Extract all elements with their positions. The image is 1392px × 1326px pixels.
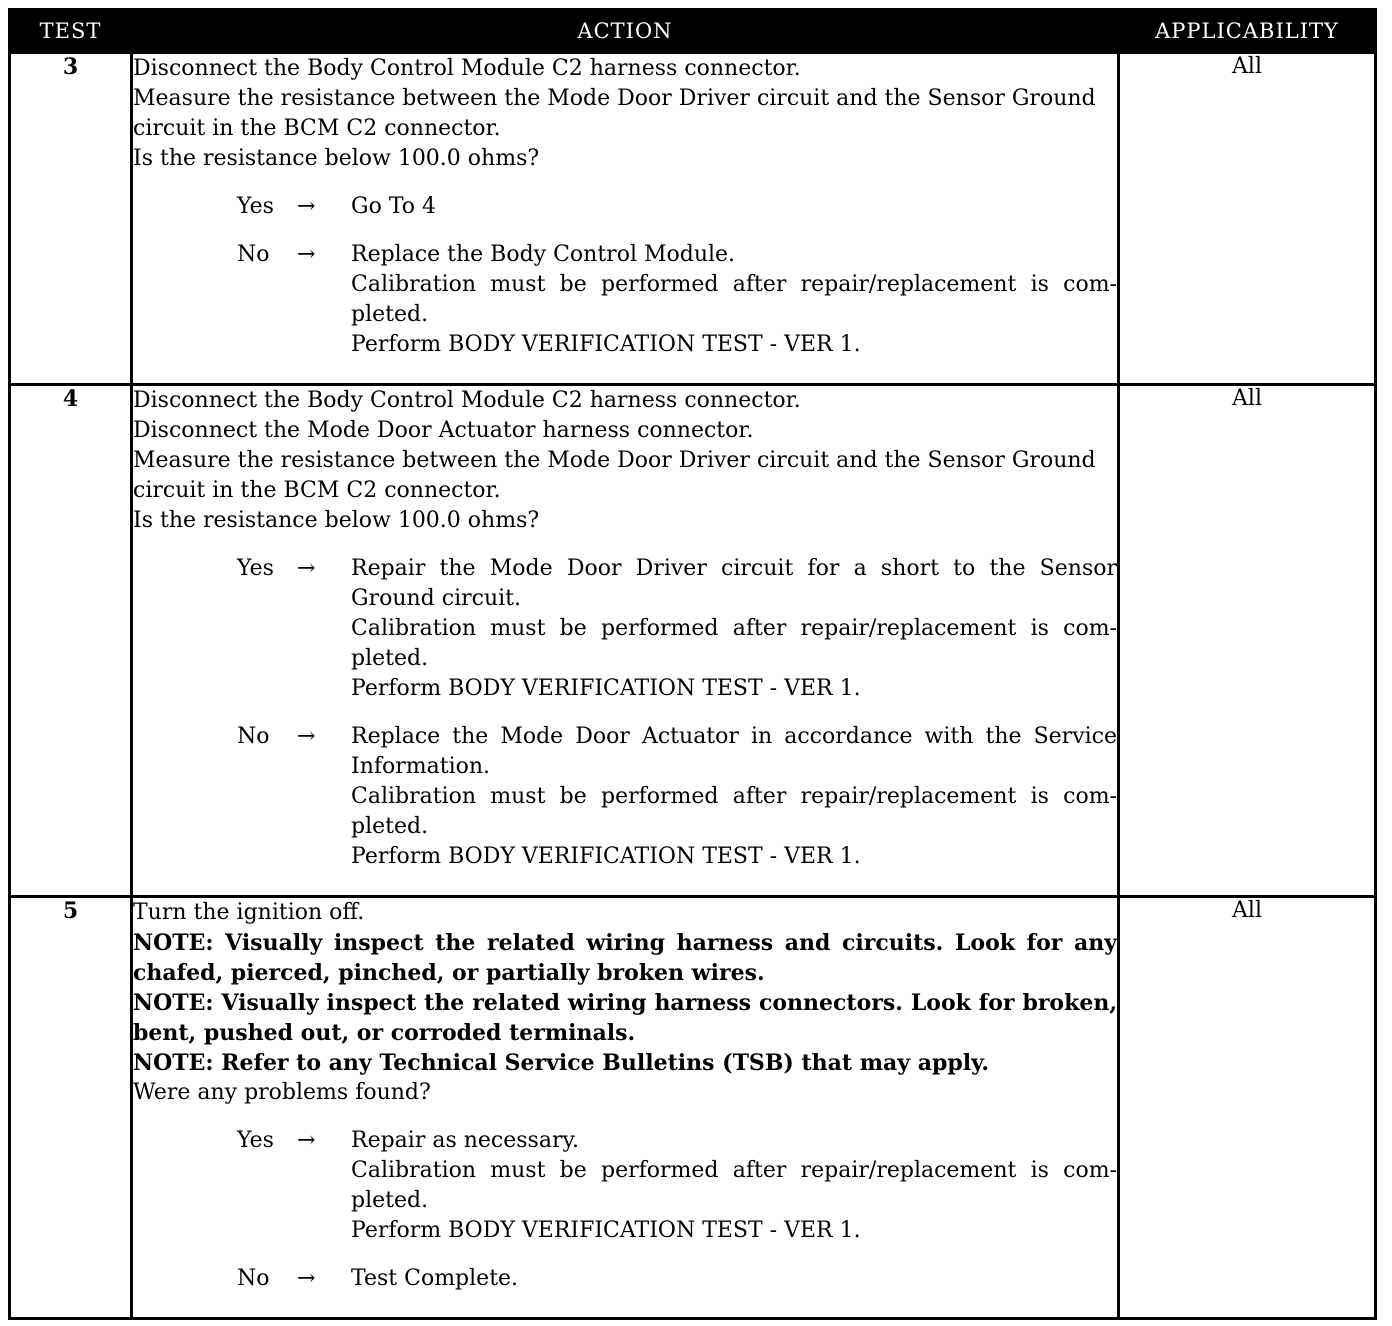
yes-line: Repair the Mode Door Driver circuit for a short to the Sensor Ground circuit.	[351, 556, 1117, 611]
action-step: Measure the resistance between the Mode Door Driver circuit and the Sensor Ground circuit in the BCM C2 connector.	[133, 448, 1096, 503]
test-number: 5	[10, 897, 132, 1319]
yes-response	[237, 554, 1117, 704]
yes-line: Calibration must be performed after repair/replacement is com- pleted.	[351, 616, 1117, 671]
yes-label: Yes	[237, 1128, 274, 1153]
action-cell	[132, 53, 1119, 385]
action-question: Is the resistance below 100.0 ohms?	[133, 146, 540, 171]
no-line: Perform BODY VERIFICATION TEST - VER 1.	[351, 332, 861, 357]
note: NOTE: Visually inspect the related wiring harness connectors. Look for broken, bent, pushed out, or corroded terminals.	[133, 990, 1117, 1046]
no-response	[237, 722, 1117, 872]
table-header-row	[10, 10, 1376, 53]
no-label: No	[237, 724, 270, 749]
action-step: Disconnect the Body Control Module C2 harness connector.	[133, 56, 801, 81]
no-line: Replace the Mode Door Actuator in accordance with the Service Information.	[351, 724, 1117, 779]
no-response	[237, 240, 1117, 360]
right-arrow-icon: →	[297, 194, 316, 219]
header-test: TEST	[10, 10, 132, 53]
table-row	[10, 385, 1376, 897]
right-arrow-icon: →	[297, 556, 316, 581]
applicability-value: All	[1119, 385, 1376, 897]
action-step: Measure the resistance between the Mode Door Driver circuit and the Sensor Ground circuit in the BCM C2 connector.	[133, 86, 1096, 141]
no-label: No	[237, 242, 270, 267]
action-step: Disconnect the Body Control Module C2 harness connector.	[133, 388, 801, 413]
yes-line: Perform BODY VERIFICATION TEST - VER 1.	[351, 1218, 861, 1243]
no-line: Calibration must be performed after repair/replacement is com- pleted.	[351, 272, 1117, 327]
action-step: Turn the ignition off.	[133, 900, 365, 925]
right-arrow-icon: →	[297, 1128, 316, 1153]
no-text	[351, 722, 1117, 872]
no-line: Calibration must be performed after repair/replacement is com- pleted.	[351, 784, 1117, 839]
yes-line: Go To 4	[351, 194, 437, 219]
right-arrow-icon: →	[297, 724, 316, 749]
yes-line: Repair as necessary.	[351, 1128, 579, 1153]
action-cell	[132, 897, 1119, 1319]
applicability-value: All	[1119, 897, 1376, 1319]
applicability-value: All	[1119, 53, 1376, 385]
action-cell	[132, 385, 1119, 897]
right-arrow-icon: →	[297, 1266, 316, 1291]
yes-label: Yes	[237, 194, 274, 219]
yes-text	[351, 192, 1117, 222]
header-action: ACTION	[132, 10, 1119, 53]
table-row	[10, 53, 1376, 385]
note: NOTE: Visually inspect the related wiring harness and circuits. Look for any chafed, pierced, pinched, or partially broken wires.	[133, 930, 1117, 986]
no-response	[237, 1264, 1117, 1294]
yes-line: Calibration must be performed after repair/replacement is com- pleted.	[351, 1158, 1117, 1213]
action-question: Were any problems found?	[133, 1080, 431, 1105]
test-number: 3	[10, 53, 132, 385]
no-line: Test Complete.	[351, 1266, 519, 1291]
note: NOTE: Refer to any Technical Service Bulletins (TSB) that may apply.	[133, 1050, 989, 1076]
table-row	[10, 897, 1376, 1319]
no-text	[351, 1264, 1117, 1294]
yes-response	[237, 1126, 1117, 1246]
yes-text	[351, 554, 1117, 704]
no-line: Perform BODY VERIFICATION TEST - VER 1.	[351, 844, 861, 869]
yes-line: Perform BODY VERIFICATION TEST - VER 1.	[351, 676, 861, 701]
right-arrow-icon: →	[297, 242, 316, 267]
header-applicability: APPLICABILITY	[1119, 10, 1376, 53]
yes-label: Yes	[237, 556, 274, 581]
action-step: Disconnect the Mode Door Actuator harness connector.	[133, 418, 754, 443]
no-label: No	[237, 1266, 270, 1291]
yes-response	[237, 192, 1117, 222]
test-number: 4	[10, 385, 132, 897]
yes-text	[351, 1126, 1117, 1246]
diagnostic-page	[8, 8, 1376, 1315]
action-question: Is the resistance below 100.0 ohms?	[133, 508, 540, 533]
no-line: Replace the Body Control Module.	[351, 242, 736, 267]
diagnostic-table	[8, 8, 1377, 1320]
no-text	[351, 240, 1117, 360]
